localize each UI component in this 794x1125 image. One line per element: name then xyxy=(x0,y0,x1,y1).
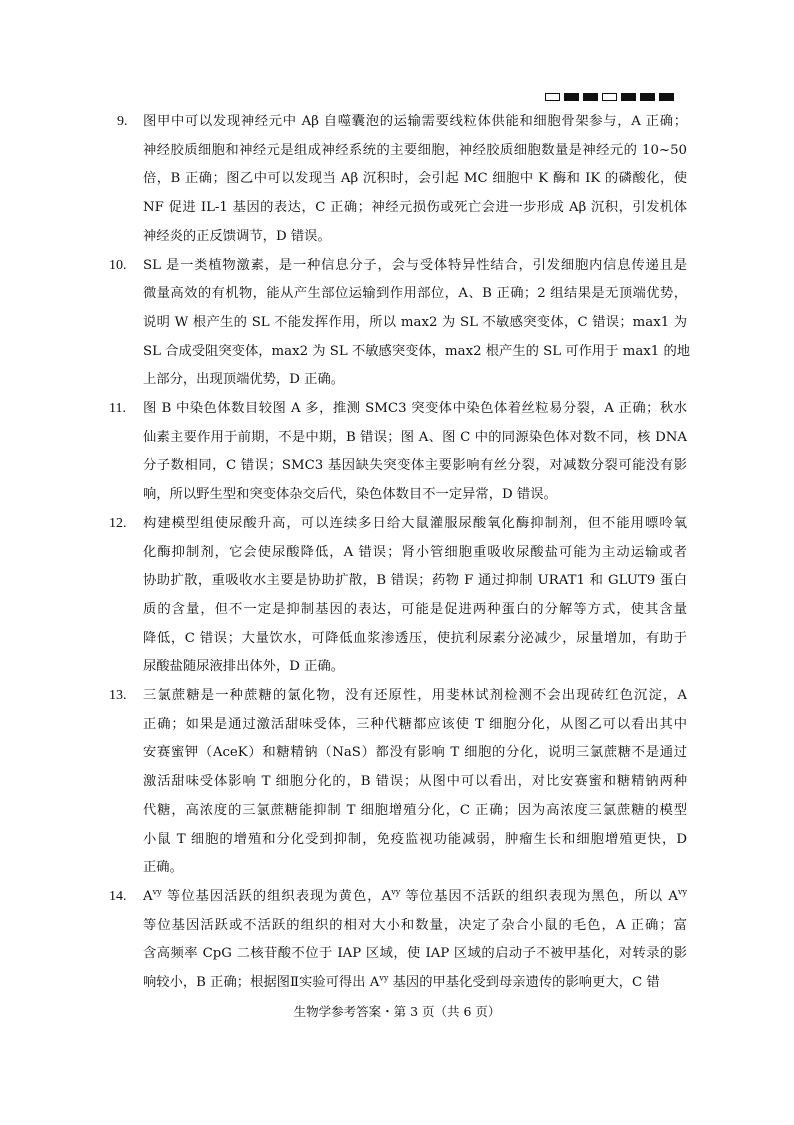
answer-line: 响较小，B 正确；根据图Ⅱ实验可得出 $A^{vy}$ 基因的甲基化受到母亲遗传的影响更大，C 错 xyxy=(143,973,660,991)
answer-line: 分子数相同，C 错误；SMC3 基因缺失突变体主要影响有丝分裂，对减数分裂可能没有影 xyxy=(143,458,687,474)
answer-line: 倍，B 正确；图乙中可以发现当 Aβ 沉积时，会引起 MC 细胞中 K 酶和 IK 的磷酸化，使 xyxy=(143,171,687,187)
answer-line: $A^{vy}$ 等位基因活跃的组织表现为黄色，$A^{vy}$ 等位基因不活跃的组织表现为黑色，所以 $A^{vy}$ xyxy=(143,887,687,904)
answer-item xyxy=(117,108,687,252)
answer-line: 协助扩散，重吸收水主要是协助扩散，B 错误；药物 F 通过抑制 URAT1 和 GLUT9 蛋白 xyxy=(143,573,687,589)
answer-line: 构建模型组使尿酸升高，可以连续多日给大鼠灌服尿酸氧化酶抑制剂，但不能用嘌呤氧 xyxy=(143,515,687,531)
answer-line: SL 是一类植物激素，是一种信息分子，会与受体特异性结合，引发细胞内信息传递且是 xyxy=(143,257,687,273)
answer-line: 说明 W 根产生的 SL 不能发挥作用，所以 max2 为 SL 不敏感突变体，C 错误；max1 为 xyxy=(143,314,687,330)
header-mark-5 xyxy=(640,93,655,101)
answer-line: NF 促进 IL-1 基因的表达，C 正确；神经元损伤或死亡会进一步形成 Aβ 沉积，引发机体 xyxy=(143,200,687,216)
answer-line: 降低，C 错误；大量饮水，可降低血浆渗透压，使抗利尿素分泌减少，尿量增加，有助于 xyxy=(143,630,687,646)
answer-line: 正确；如果是通过激活甜味受体，三种代糖都应该使 T 细胞分化，从图乙可以看出其中 xyxy=(143,716,687,732)
answer-line: 化酶抑制剂，它会使尿酸降低，A 错误；肾小管细胞重吸收尿酸盐可能为主动运输或者 xyxy=(143,544,687,560)
answer-line: 神经胶质细胞和神经元是组成神经系统的主要细胞，神经胶质细胞数量是神经元的 10~50 xyxy=(143,142,687,158)
answer-item xyxy=(109,395,687,510)
answer-line: 神经炎的正反馈调节，D 错误。 xyxy=(143,228,331,244)
page-footer: 生物学参考答案・第 3 页（共 6 页） xyxy=(293,1004,501,1019)
header-mark-1 xyxy=(564,93,579,101)
answer-line: 三氯蔗糖是一种蔗糖的氯化物，没有还原性，用斐林试剂检测不会出现砖红色沉淀，A xyxy=(143,688,687,704)
answer-number: 9. xyxy=(117,114,128,129)
answer-line: 上部分，出现顶端优势，D 正确。 xyxy=(143,372,345,388)
answer-item xyxy=(109,682,687,883)
answer-line: 激活甜味受体影响 T 细胞分化的，B 错误；从图中可以看出，对比安赛蜜和糖精钠两种 xyxy=(143,774,687,790)
answer-content xyxy=(109,108,691,998)
answer-line: 图甲中可以发现神经元中 Aβ 自噬囊泡的运输需要线粒体供能和细胞骨架参与，A 正确； xyxy=(143,114,687,129)
answer-number: 10. xyxy=(109,257,127,273)
header-mark-4 xyxy=(621,93,636,101)
answer-line: SL 合成受阻突变体，max2 为 SL 不敏感突变体，max2 根产生的 SL 可作用于 max1 的地 xyxy=(143,343,691,359)
header-mark-6 xyxy=(659,93,674,101)
header-mark-0 xyxy=(545,93,560,101)
header-mark-2 xyxy=(583,93,598,101)
answer-number: 11. xyxy=(109,401,126,417)
answer-line: 代糖，高浓度的三氯蔗糖能抑制 T 细胞增殖分化，C 正确；因为高浓度三氯蔗糖的模型 xyxy=(143,802,687,818)
answer-line: 响，所以野生型和突变体杂交后代，染色体数目不一定异常，D 错误。 xyxy=(143,487,557,503)
answer-item xyxy=(109,883,687,998)
answer-item xyxy=(109,510,687,682)
answer-line: 仙素主要作用于前期，不是中期，B 错误；图 A、图 C 中的同源染色体对数不同，核 DNA xyxy=(143,429,687,445)
answer-line: 尿酸盐随尿液排出体外，D 正确。 xyxy=(143,659,345,675)
answer-line: 小鼠 T 细胞的增殖和分化受到抑制，免疫监视功能减弱，肿瘤生长和细胞增殖更快，D xyxy=(143,831,687,847)
answer-number: 12. xyxy=(109,515,127,531)
answer-line: 含高频率 CpG 二核苷酸不位于 IAP 区域，使 IAP 区域的启动子不被甲基化，对转录的影 xyxy=(143,946,687,962)
answer-number: 14. xyxy=(109,888,127,904)
answer-number: 13. xyxy=(109,688,127,704)
answer-line: 微量高效的有机物，能从产生部位运输到作用部位，A、B 正确；2 组结果是无顶端优势， xyxy=(143,286,687,302)
answer-line: 等位基因活跃或不活跃的组织的相对大小和数量，决定了杂合小鼠的毛色，A 正确；富 xyxy=(143,917,687,933)
header-marks xyxy=(545,93,674,101)
header-mark-3 xyxy=(602,93,617,101)
answer-line: 正确。 xyxy=(143,860,183,876)
answer-line: 安赛蜜钾（AceK）和糖精钠（NaS）都没有影响 T 细胞的分化，说明三氯蔗糖不是通过 xyxy=(143,745,687,761)
answer-line: 质的含量，但不一定是抑制基因的表达，可能是促进两种蛋白的分解等方式，使其含量 xyxy=(143,601,687,617)
answer-line: 图 B 中染色体数目较图 A 多，推测 SMC3 突变体中染色体着丝粒易分裂，A 正确；秋水 xyxy=(143,401,687,417)
answer-item xyxy=(109,252,691,396)
